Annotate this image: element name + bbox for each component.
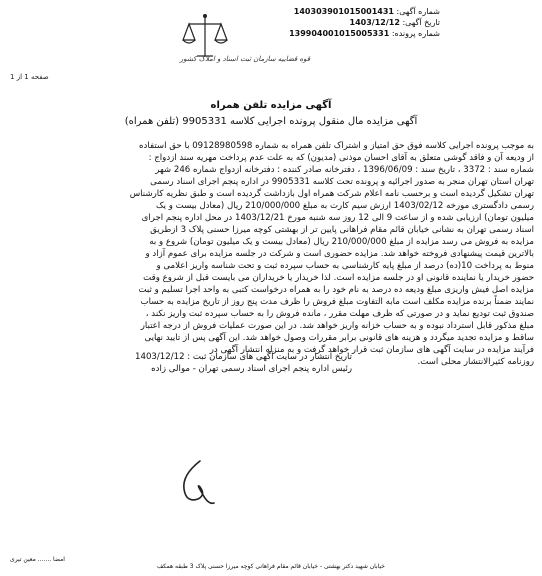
document-subtitle: آگهی مزایده مال منقول پرونده اجرایی کلاسه 9905331 (تلفن همراه)	[124, 116, 418, 127]
body-line: حضور خریدار یا نماینده قانونی او در جلسه مزایده است. لذا خریدار یا خریداران می بایست قبل از شروع وقت	[143, 273, 534, 283]
footer-address: خیابان شهید دکتر بهشتی - خیابان قائم مقام فراهانی کوچه میرزا حسنی پلاک 3 طبقه همکف	[156, 563, 386, 570]
organization-name	[165, 55, 325, 63]
body-line: روزنامه کثیرالانتشار محلی است.	[417, 357, 534, 367]
document-title: آگهی مزایده تلفن همراه	[210, 100, 332, 111]
page-count: صفحه 1 از 1	[10, 73, 49, 81]
body-line: اسناد رسمی تهران به نشانی خیابان قائم مقام فراهانی پایین تر از بهشتی کوچه میرزا حسنی پلاک 3 ازطریق	[150, 225, 534, 235]
body-line: به موجب پرونده اجرایی کلاسه فوق حق امتیاز و اشتراک تلفن همراه به شماره 09128980598 با حق استفاده	[139, 141, 534, 151]
footer-signer: امضا ....... معین تیری	[10, 556, 65, 563]
body-line: منوط به پرداخت 10(ده) درصد از مبلغ پایه کارشناسی به حساب سپرده ثبت و تحت شناسه واریز اعلامی و	[156, 261, 534, 271]
body-line: مبلغ مذکور قابل استرداد نبوده و به حساب خزانه واریز خواهد شد. در این صورت عملیات فروش از درجه اعتبار	[140, 321, 534, 331]
body-line: میلیون تومان) ارزیابی شده و از ساعت 9 الی 12 روز سه شنبه مورخ 1403/12/21 در محل اداره پنجم اجرای	[141, 213, 534, 223]
file-number-label: شماره پرونده:	[391, 29, 440, 38]
body-line: شماره سند : 3372 ، تاریخ سند : 1396/06/09 ، دفترخانه صادر کننده : دفترخانه ازدواج شماره 246 شهر	[155, 165, 534, 175]
announcement-date-row	[270, 17, 440, 28]
file-number-value: 139904001015005331	[289, 29, 390, 38]
announcement-number-label: شماره آگهی:	[396, 7, 440, 16]
announcement-number-row	[270, 6, 440, 17]
announcement-number-value: 140303901015001431	[293, 7, 394, 16]
body-line: ساقط و مزایده تجدید میگردد و هزینه های قانونی برابر مقررات وصول خواهد شد. این آگهی پس از تایید نهایی	[144, 333, 534, 343]
file-number-row	[270, 28, 440, 39]
body-line: فرآیند مزایده در سایت آگهی های سازمان ثبت قرار خواهد گرفت و به منزله انتشار آگهی در	[209, 345, 534, 355]
announcement-date-value: 1403/12/12	[349, 18, 400, 27]
body-line: مزایده به فروش می رسد مزایده از مبلغ 210/000/000 ریال (معادل بیست و یک میلیون تومان) شروع و به	[149, 237, 534, 247]
body-line: مزایده اصل فیش واریزی مبلغ ودیعه ده درصد به نام خود را به همراه درخواست کتبی به واحد اجرا تسلیم و ثبت	[138, 285, 534, 295]
body-line: بالاترین قیمت پیشنهادی فروخته خواهد شد. مزایده حضوری است و شرکت در جلسه مزایده برای عموم آزاد و	[145, 249, 534, 259]
announcement-body	[8, 140, 534, 368]
body-line: از ودیعه آن و فاقد گوشی متعلق به آقای احسان موذنی (مدیون) که به علت عدم پرداخت مهریه سند ازدواج :	[148, 153, 534, 163]
announcement-meta	[270, 6, 440, 39]
publish-date: تاریخ انتشار در سایت آگهی های سازمان ثبت : 1403/12/12	[135, 352, 352, 362]
handwritten-signature	[170, 455, 220, 515]
body-line: تهران استان تهران منجر به صدور اجرائیه و پرونده تحت کلاسه 9905331 در اداره پنجم اجرای اسناد رسمی	[150, 177, 534, 187]
body-line: صندوق ثبت تودیع نماید و در صورتی که ظرف مهلت مقرر ، مانده فروش را به حساب سپرده ثبت واریز نکند ،	[145, 309, 534, 319]
organization-name-text: سازمان ثبت اسناد و املاک کشور	[179, 55, 276, 63]
emblem-label: قوه قضاییه	[277, 55, 311, 63]
signatory-line: رئیس اداره پنجم اجرای اسناد رسمی تهران - موالی زاده	[151, 364, 352, 374]
body-line: نمایند ضمناً برنده مزایده مکلف است مابه التفاوت مبلغ فروش را ظرف مدت پنج روز از تاریخ مزایده به حساب	[140, 297, 534, 307]
announcement-date-label: تاریخ آگهی:	[402, 18, 440, 27]
body-line: رسمی دادگستری مورخه 1403/02/12 ارزش سیم کارت به مبلغ 210/000/000 ریال (معادل بیست و یک	[155, 201, 534, 211]
body-line: تهران تشکیل گردیده است و برحسب نامه اعلام شرکت همراه اول بازداشت گردیده است و طبق نظریه کارشناس	[129, 189, 534, 199]
